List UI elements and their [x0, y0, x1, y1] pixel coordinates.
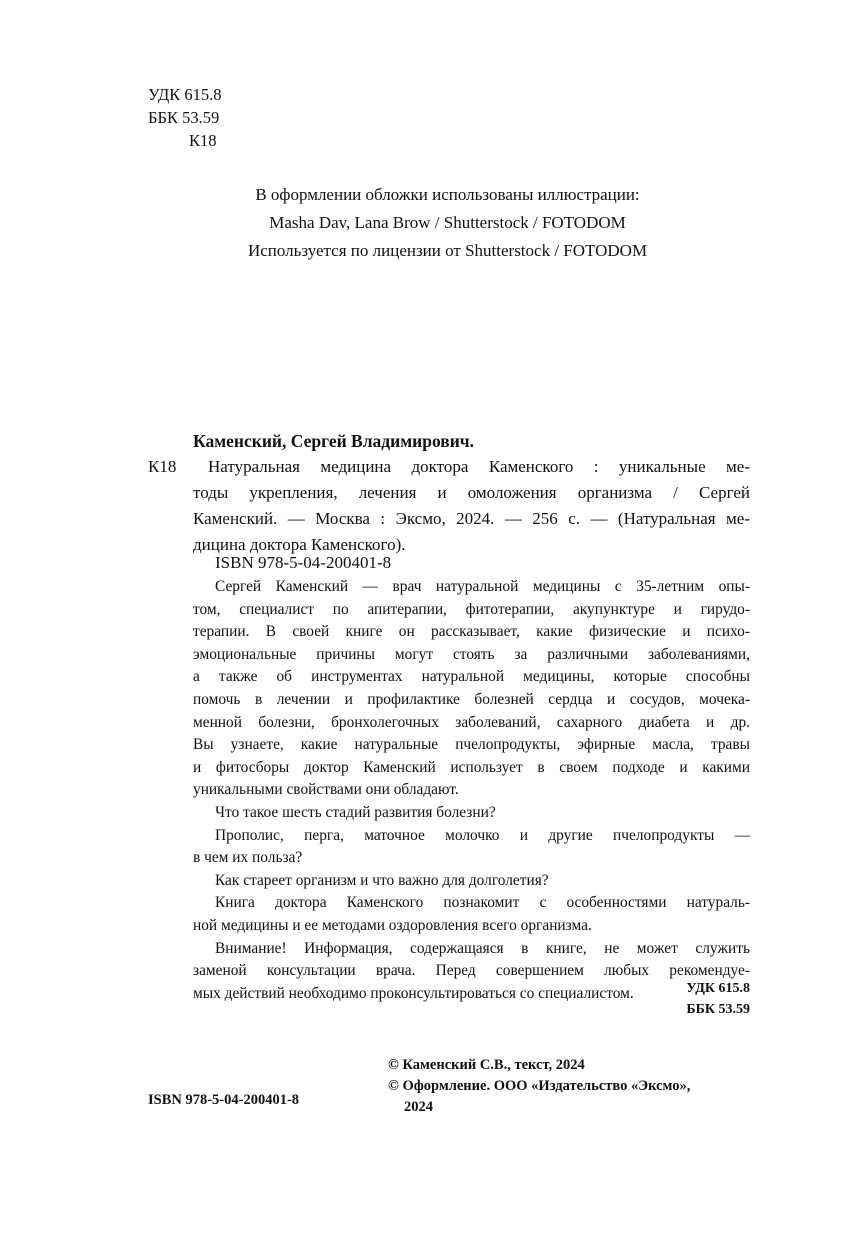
- annotation-paragraph: [193, 802, 750, 825]
- entry-line: дицина доктора Каменского).: [193, 535, 406, 554]
- entry-author-mark: К18: [148, 457, 177, 476]
- annotation-line: помочь в лечении и профилактике болезней сердца и сосудов, мочека-: [193, 690, 750, 708]
- copyright-text: © Каменский С.В., текст, 2024: [388, 1057, 585, 1073]
- udk-code: УДК 615.8: [686, 981, 750, 996]
- annotation-line: терапии. В своей книге он рассказывает, какие физические и психо-: [193, 623, 750, 641]
- classification-block-top: [148, 83, 222, 152]
- annotation-paragraph: [193, 938, 750, 1006]
- classification-block-bottom: [686, 978, 750, 1020]
- copyright-block: [388, 1055, 690, 1118]
- credits-line-2: Masha Dav, Lana Brow / Shutterstock / FOTODOM: [269, 213, 626, 232]
- annotation-line: Книга доктора Каменского познакомит с особенностями натураль-: [215, 894, 750, 912]
- annotation-line: заменой консультации врача. Перед совершением любых рекомендуе-: [193, 962, 750, 980]
- annotation-line: в чем их польза?: [193, 849, 303, 867]
- annotation-paragraph: [193, 576, 750, 802]
- entry-isbn: ISBN 978-5-04-200401-8: [215, 553, 392, 572]
- entry-line: Натуральная медицина доктора Каменского : уникальные ме-: [208, 457, 750, 476]
- bbk-code: ББК 53.59: [148, 108, 220, 127]
- annotation-paragraph: [193, 892, 750, 937]
- entry-line: Каменский. — Москва : Эксмо, 2024. — 256 с. — (Натуральная ме-: [193, 509, 750, 528]
- annotation-line: Как стареет организм и что важно для долголетия?: [215, 871, 549, 889]
- annotation-line: ной медицины и ее методами оздоровления всего организма.: [193, 916, 592, 934]
- isbn-bottom: ISBN 978-5-04-200401-8: [148, 1092, 300, 1108]
- cover-credits: [120, 181, 775, 265]
- author-mark: К18: [189, 131, 217, 150]
- annotation: [193, 576, 750, 1005]
- annotation-paragraph: [193, 825, 750, 870]
- annotation-line: Что такое шесть стадий развития болезни?: [215, 803, 496, 821]
- entry-description: [193, 454, 750, 558]
- annotation-line: Прополис, перга, маточное молочко и другие пчелопродукты —: [215, 826, 750, 844]
- annotation-line: уникальными свойствами они обладают.: [193, 781, 459, 799]
- annotation-line: Внимание! Информация, содержащаяся в книге, не может служить: [215, 939, 750, 957]
- credits-line-1: В оформлении обложки использованы иллюстрации:: [255, 185, 640, 204]
- bbk-code: ББК 53.59: [686, 1002, 750, 1017]
- annotation-line: и фитосборы доктор Каменский использует в своем подходе и какими: [193, 758, 750, 776]
- annotation-line: а также об инструментах натуральной медицины, которые способны: [193, 668, 750, 686]
- annotation-line: том, специалист по апитерапии, фитотерапии, акупунктуре и гирудо-: [193, 600, 750, 618]
- copyright-year: 2024: [404, 1099, 433, 1115]
- credits-line-3: Используется по лицензии от Shutterstock / FOTODOM: [247, 241, 648, 260]
- entry-line: тоды укрепления, лечения и омоложения организма / Сергей: [193, 483, 750, 502]
- annotation-paragraph: [193, 870, 750, 893]
- annotation-line: менной болезни, бронхолегочных заболеваний, сахарного диабета и др.: [193, 713, 750, 731]
- entry-author: Каменский, Сергей Владимирович.: [193, 431, 475, 451]
- udk-code: УДК 615.8: [148, 85, 222, 104]
- annotation-line: мых действий необходимо проконсультироваться со специалистом.: [193, 984, 634, 1002]
- annotation-line: эмоциональные причины могут стоять за различными заболеваниями,: [193, 645, 750, 663]
- annotation-line: Вы узнаете, какие натуральные пчелопродукты, эфирные масла, травы: [193, 736, 750, 754]
- copyright-design: © Оформление. ООО «Издательство «Эксмо»,: [388, 1078, 691, 1094]
- annotation-line: Сергей Каменский — врач натуральной медицины с 35-летним опы-: [215, 578, 750, 595]
